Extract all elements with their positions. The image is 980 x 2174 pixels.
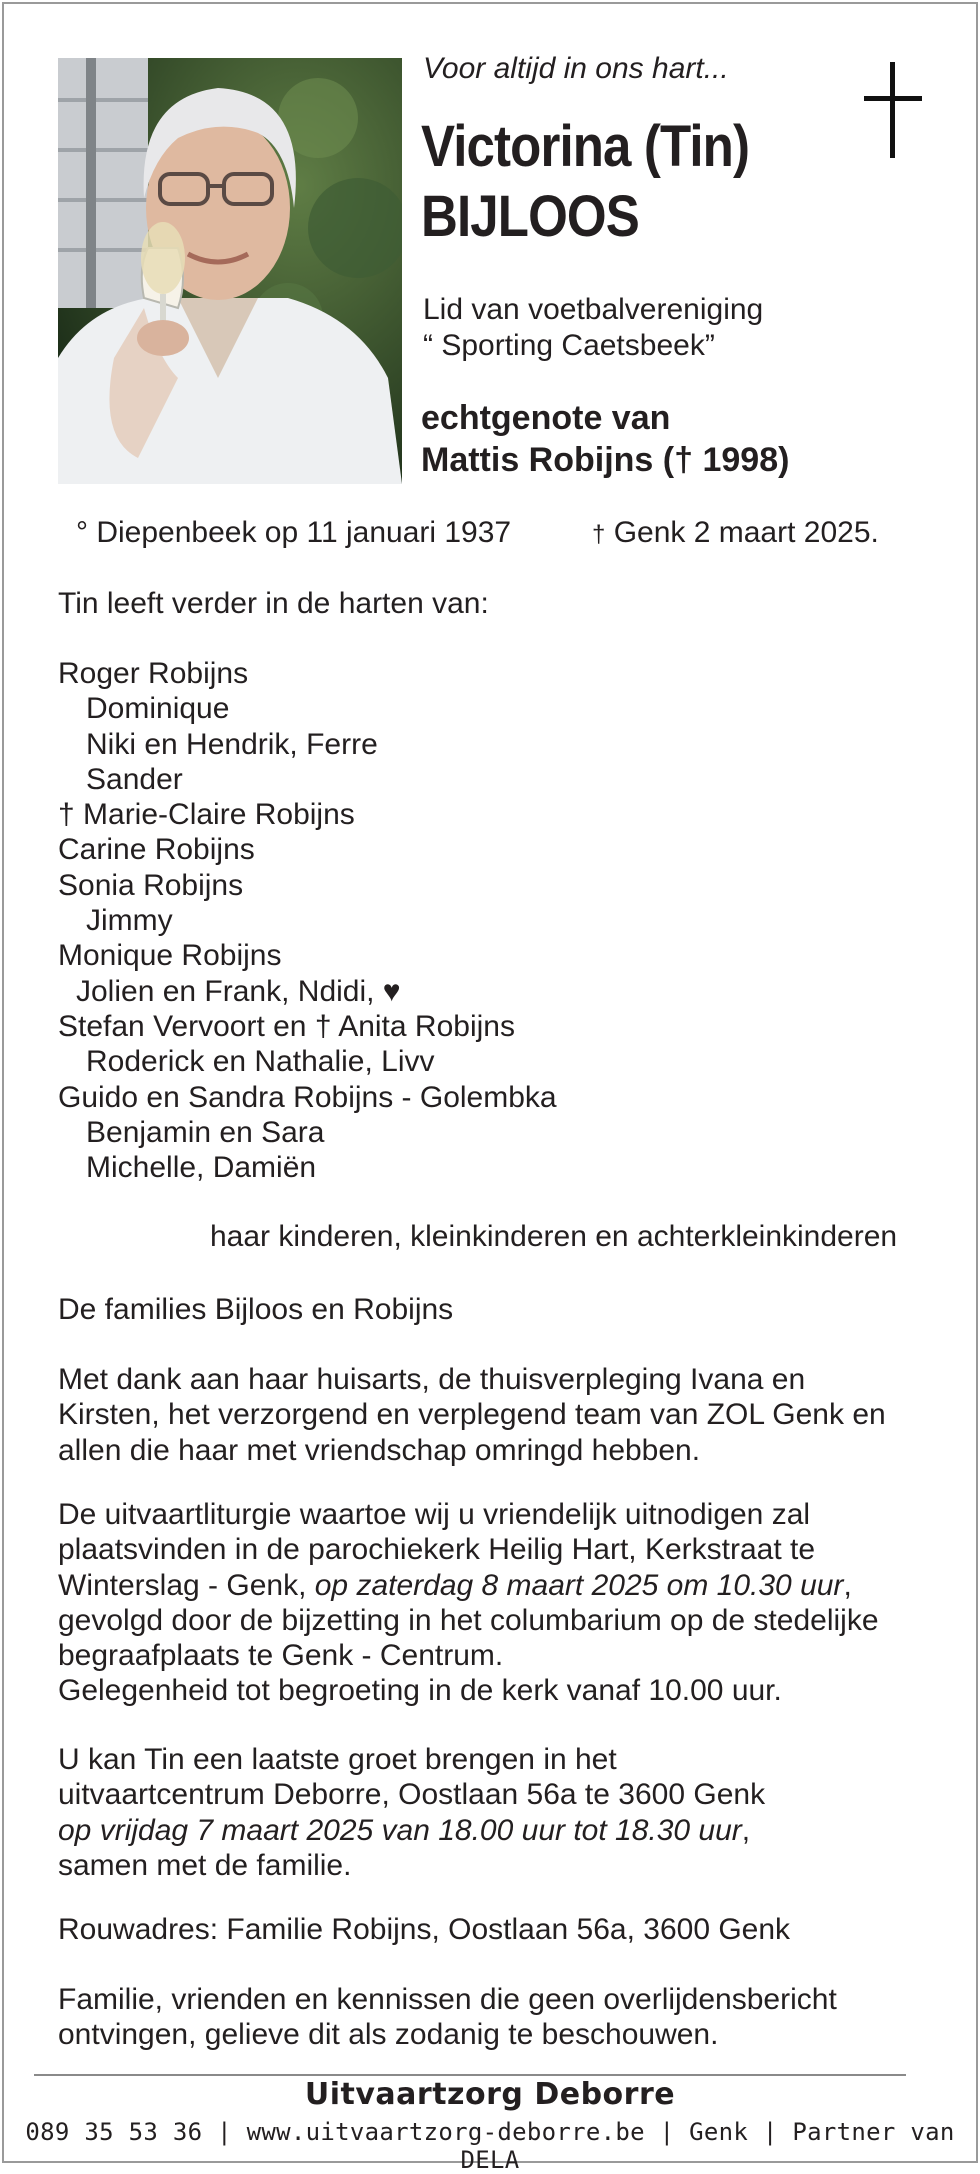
funeral-line: Gelegenheid tot begroeting in de kerk vanaf 10.00 uur.: [58, 1674, 782, 1708]
family-line: Michelle, Damiën: [86, 1151, 317, 1185]
thanks-paragraph: [58, 1362, 948, 1468]
spouse-line-2: Mattis Robijns († 1998): [421, 441, 790, 479]
family-line: Carine Robijns: [58, 833, 255, 867]
name-line-1: Victorina (Tin): [421, 114, 750, 179]
notice-line: Familie, vrienden en kennissen die geen overlijdensbericht: [58, 1983, 837, 2016]
birth-date: ° Diepenbeek op 11 januari 1937: [76, 516, 512, 549]
visitation-paragraph: [58, 1742, 948, 1883]
thanks-line: Kirsten, het verzorgend en verplegend team van ZOL Genk en: [58, 1398, 886, 1432]
funeral-location: Winterslag - Genk,: [58, 1568, 315, 1602]
family-line: Jolien en Frank, Ndidi, ♥: [76, 974, 401, 1008]
family-list: [58, 656, 557, 1185]
thanks-line: allen die haar met vriendschap omringd hebben.: [58, 1433, 701, 1467]
funeral-home-name: Uitvaartzorg Deborre: [304, 2077, 676, 2112]
family-line: Monique Robijns: [58, 939, 282, 973]
funeral-line: begraafplaats te Genk - Centrum.: [58, 1639, 504, 1673]
thanks-line: Met dank aan haar huisarts, de thuisverpleging Ivana en: [58, 1363, 806, 1396]
funeral-line: De uitvaartliturgie waartoe wij u vriendelijk uitnodigen zal: [58, 1498, 811, 1531]
visitation-line: uitvaartcentrum Deborre, Oostlaan 56a te 3600 Genk: [58, 1778, 766, 1812]
family-line: Stefan Vervoort en † Anita Robijns: [58, 1009, 515, 1043]
member-line-2: “ Sporting Caetsbeek”: [423, 329, 715, 362]
footer-divider: [34, 2074, 906, 2076]
notice-paragraph: [58, 1982, 948, 2053]
family-line: Jimmy: [86, 904, 173, 938]
family-line: Roderick en Nathalie, Livv: [86, 1045, 435, 1079]
visitation-line: samen met de familie.: [58, 1848, 352, 1882]
visitation-line: [58, 1813, 948, 1848]
family-relation: haar kinderen, kleinkinderen en achterkleinkinderen: [210, 1220, 898, 1253]
family-line: Niki en Hendrik, Ferre: [86, 727, 378, 761]
tagline: Voor altijd in ons hart...: [423, 52, 729, 85]
mourning-address: Rouwadres: Familie Robijns, Oostlaan 56a, 3600 Genk: [58, 1913, 791, 1946]
funeral-line: [58, 1568, 948, 1603]
funeral-comma: ,: [843, 1568, 852, 1602]
death-cross-icon: †: [592, 521, 606, 548]
funeral-paragraph: [58, 1497, 948, 1709]
family-line: Benjamin en Sara: [86, 1115, 325, 1149]
family-line: † Marie-Claire Robijns: [58, 798, 355, 832]
death-date: [592, 516, 879, 550]
spouse-line-1: echtgenote van: [421, 399, 671, 437]
family-line: Roger Robijns: [58, 657, 249, 690]
visitation-datetime: op vrijdag 7 maart 2025 van 18.00 uur tot 18.30 uur: [58, 1813, 742, 1847]
visitation-line: U kan Tin een laatste groet brengen in het: [58, 1743, 617, 1776]
family-line: Sander: [86, 762, 183, 796]
funeral-line: gevolgd door de bijzetting in het columbarium op de stedelijke: [58, 1603, 879, 1637]
family-line: Dominique: [86, 692, 230, 726]
cross-icon: [864, 62, 922, 158]
families-line: De families Bijloos en Robijns: [58, 1293, 454, 1326]
funeral-line: plaatsvinden in de parochiekerk Heilig Hart, Kerkstraat te: [58, 1533, 816, 1567]
funeral-datetime: op zaterdag 8 maart 2025 om 10.30 uur: [314, 1568, 844, 1602]
club-membership: [423, 292, 763, 364]
visitation-comma: ,: [741, 1813, 751, 1847]
name-line-2: BIJLOOS: [421, 184, 639, 249]
family-intro: Tin leeft verder in de harten van:: [58, 587, 489, 620]
member-line-1: Lid van voetbalvereniging: [423, 293, 764, 326]
funeral-home-contact: 089 35 53 36 | www.uitvaartzorg-deborre.be | Genk | Partner van DELA: [25, 2118, 955, 2174]
spouse-info: [421, 397, 789, 481]
portrait-photo: [58, 58, 402, 484]
deceased-name: [421, 112, 749, 252]
death-date-text: Genk 2 maart 2025.: [613, 516, 879, 549]
family-line: Guido en Sandra Robijns - Golembka: [58, 1080, 557, 1114]
notice-line: ontvingen, gelieve dit als zodanig te beschouwen.: [58, 2018, 719, 2052]
family-line: Sonia Robijns: [58, 868, 244, 902]
